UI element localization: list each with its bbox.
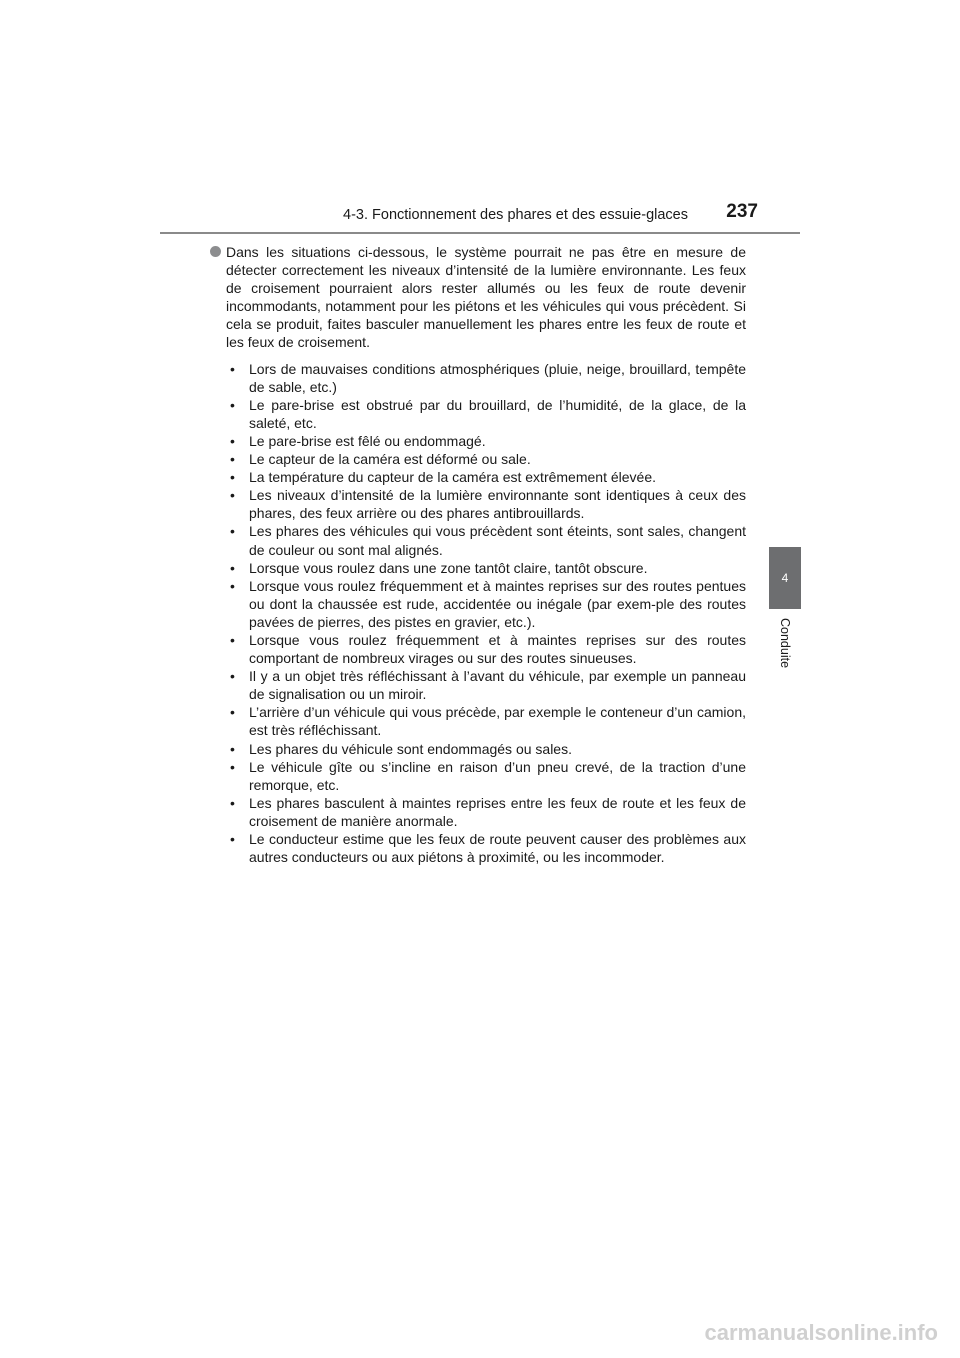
list-item: • Le véhicule gîte ou s’incline en raison d’un pneu crevé, de la traction d’une remorque, etc. <box>249 758 746 794</box>
section-title: 4-3. Fonctionnement des phares et des essuie-glaces <box>343 207 688 223</box>
condition-list <box>226 360 746 867</box>
list-item: • Le conducteur estime que les feux de route peuvent causer des problèmes aux autres conducteurs ou aux piétons à proximité, ou les incommoder. <box>249 830 746 866</box>
chapter-number: 4 <box>781 571 789 585</box>
header-divider <box>160 232 800 234</box>
list-item: • Lorsque vous roulez fréquemment et à maintes reprises sur des routes comportant de nombreux virages ou sur des routes sinueuses. <box>249 631 746 667</box>
list-item: • Les niveaux d’intensité de la lumière environnante sont identiques à ceux des phares, des feux arrière ou des phares antibrouillards. <box>249 486 746 522</box>
page-header <box>160 198 800 234</box>
page-number: 237 <box>726 201 758 222</box>
list-item: • Il y a un objet très réfléchissant à l’avant du véhicule, par exemple un panneau de signalisation ou un miroir. <box>249 667 746 703</box>
chapter-tab <box>769 547 801 609</box>
watermark: carmanualsonline.info <box>704 1320 938 1345</box>
list-item: • Le capteur de la caméra est déformé ou sale. <box>249 450 746 468</box>
list-item: • Lors de mauvaises conditions atmosphériques (pluie, neige, brouillard, tempête de sable, etc.) <box>249 360 746 396</box>
chapter-label: Conduite <box>778 618 792 669</box>
intro-text: Dans les situations ci-dessous, le système pourrait ne pas être en mesure de détecter correctement les niveaux d’intensité de la lumière environnante. Les feux de croisement pourraient alors rester allumés ou les feux de route devenir incommodants, notamment pour les piétons et les véhicules qui vous précèdent. Si cela se produit, faites basculer manuellement les phares entre les feux de route et les feux de croisement. <box>226 244 746 351</box>
list-item: • Lorsque vous roulez fréquemment et à maintes reprises sur des routes pentues ou dont la chaussée est rude, accidentée ou inégale (par exem-ple des routes pavées de pierres, des pistes en gravier, etc.). <box>249 577 746 631</box>
list-item: • Le pare-brise est fêlé ou endommagé. <box>249 432 746 450</box>
list-item: • Les phares des véhicules qui vous précèdent sont éteints, sont sales, changent de couleur ou sont mal alignés. <box>249 522 746 558</box>
list-item: • Les phares basculent à maintes reprises entre les feux de route et les feux de croisement de manière anormale. <box>249 794 746 830</box>
page-content <box>226 243 746 866</box>
intro-paragraph <box>226 243 746 352</box>
circle-bullet-icon <box>210 246 221 257</box>
list-item: • Le pare-brise est obstrué par du brouillard, de l’humidité, de la glace, de la saleté, etc. <box>249 396 746 432</box>
list-item: • L’arrière d’un véhicule qui vous précède, par exemple le conteneur d’un camion, est très réfléchissant. <box>249 703 746 739</box>
list-item: • La température du capteur de la caméra est extrêmement élevée. <box>249 468 746 486</box>
list-item: • Lorsque vous roulez dans une zone tantôt claire, tantôt obscure. <box>249 559 746 577</box>
list-item: • Les phares du véhicule sont endommagés ou sales. <box>249 740 746 758</box>
